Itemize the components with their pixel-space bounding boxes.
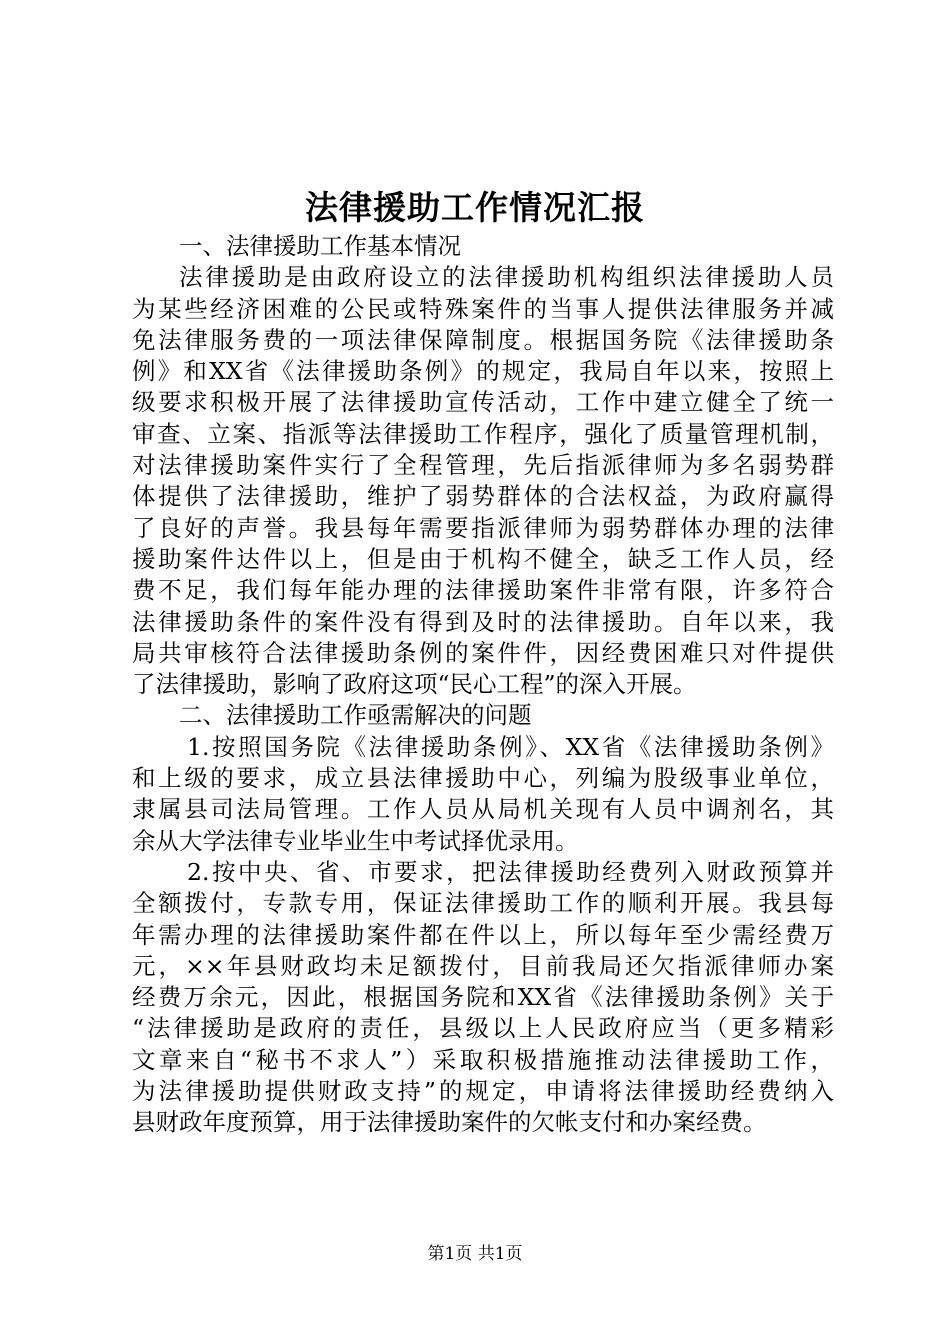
body-line: 费不足，我们每年能办理的法律援助案件非常有限，许多符合 [132, 576, 834, 605]
body-line: 免法律服务费的一项法律保障制度。根据国务院《法律援助条 [132, 325, 834, 354]
body-line: 年需办理的法律援助案件都在件以上，所以每年至少需经费万 [132, 920, 834, 949]
body-line: 对法律援助案件实行了全程管理，先后指派律师为多名弱势群 [132, 451, 834, 480]
body-line: 法律援助是由政府设立的法律援助机构组织法律援助人员 [179, 263, 834, 292]
body-line: 级要求积极开展了法律援助宣传活动，工作中建立健全了统一 [132, 388, 834, 417]
body-line: 援助案件达件以上，但是由于机构不健全，缺乏工作人员，经 [132, 544, 834, 573]
body-line: 体提供了法律援助，维护了弱势群体的合法权益，为政府赢得 [132, 482, 834, 511]
body-line: 县财政年度预算，用于法律援助案件的欠帐支付和办案经费。 [132, 1108, 767, 1137]
body-line: 文章来自“秘书不求人”）采取积极措施推动法律援助工作， [132, 1045, 834, 1074]
body-line: 了良好的声誉。我县每年需要指派律师为弱势群体办理的法律 [132, 513, 834, 542]
body-line: 法律援助条件的案件没有得到及时的法律援助。自年以来，我 [132, 607, 834, 636]
document-title: 法律援助工作情况汇报 [305, 188, 645, 227]
body-line: 了法律援助，影响了政府这项“民心工程”的深入开展。 [132, 670, 697, 699]
body-line: 元，××年县财政均未足额拨付，目前我局还欠指派律师办案 [132, 951, 834, 980]
body-line: 和上级的要求，成立县法律援助中心，列编为股级事业单位， [132, 764, 834, 793]
body-line: 例》和XX省《法律援助条例》的规定，我局自年以来，按照上 [132, 357, 834, 386]
body-line: 为某些经济困难的公民或特殊案件的当事人提供法律服务并减 [132, 294, 834, 323]
section-heading-1: 一、法律援助工作基本情况 [179, 232, 461, 260]
body-line: 经费万余元，因此，根据国务院和XX省《法律援助条例》关于 [132, 983, 834, 1012]
body-line: 余从大学法律专业毕业生中考试择优录用。 [132, 826, 579, 855]
document-body [132, 231, 834, 1139]
body-line: 全额拨付，专款专用，保证法律援助工作的顺利开展。我县每 [132, 889, 834, 918]
section-heading-2: 二、法律援助工作亟需解决的问题 [179, 701, 532, 730]
body-line: “法律援助是政府的责任，县级以上人民政府应当（更多精彩 [132, 1014, 834, 1043]
body-line: 隶属县司法局管理。工作人员从局机关现有人员中调剂名，其 [132, 795, 834, 824]
page-number: 第1页 共1页 [427, 1244, 523, 1264]
body-line: 为法律援助提供财政支持”的规定，申请将法律援助经费纳入 [132, 1077, 834, 1106]
body-line: 审查、立案、指派等法律援助工作程序，强化了质量管理机制， [132, 419, 834, 448]
body-line: 2.按中央、省、市要求，把法律援助经费列入财政预算并 [187, 857, 834, 886]
body-line: 1.按照国务院《法律援助条例》、XX省《法律援助条例》 [187, 732, 834, 761]
body-line: 局共审核符合法律援助条例的案件件，因经费困难只对件提供 [132, 638, 834, 667]
